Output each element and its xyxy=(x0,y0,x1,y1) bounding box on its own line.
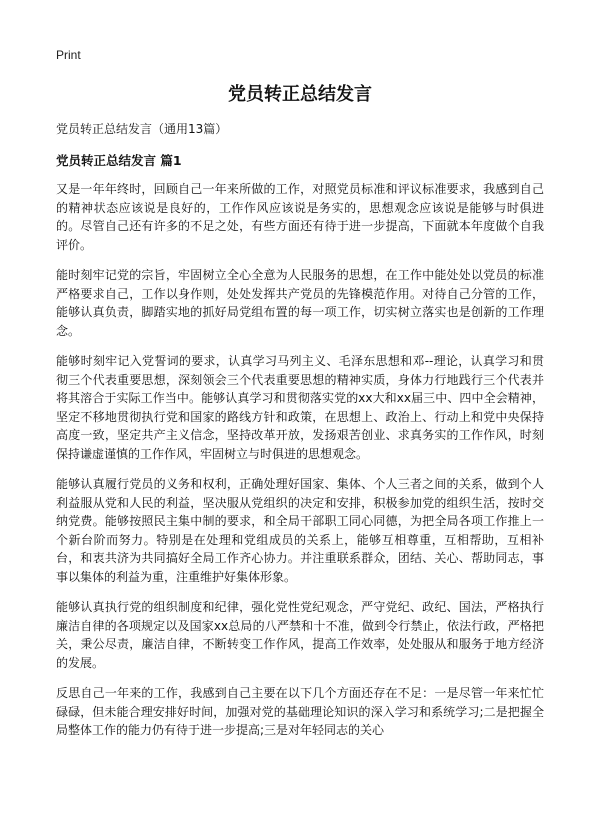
paragraph-6: 反思自己一年来的工作，我感到自己主要在以下几个方面还存在不足：一是尽管一年来忙忙碌碌，但未能合理安排好时间，加强对党的基础理论知识的深入学习和系统学习;二是把握全局整体工作的能力仍有待于进一步提高;三是对年轻同志的关心 xyxy=(56,686,544,737)
section-heading: 党员转正总结发言 篇1 xyxy=(56,153,182,168)
paragraph-5: 能够认真执行党的组织制度和纪律，强化党性党纪观念，严守党纪、政纪、国法，严格执行廉洁自律的各项规定以及国家xx总局的八严禁和十不准，做到令行禁止，依法行政，严格把关，秉公尽责，廉洁自律，不断转变工作作风，提高工作效率，处处服从和服务于地方经济的发展。 xyxy=(56,600,544,670)
document-title: 党员转正总结发言 xyxy=(228,84,372,105)
document-subtitle: 党员转正总结发言（通用13篇） xyxy=(56,122,228,136)
paragraph-3: 能够时刻牢记入党誓词的要求，认真学习马列主义、毛泽东思想和邓--理论，认真学习和贯彻三个代表重要思想，深刻领会三个代表重要思想的精神实质，身体力行地践行三个代表并将其溶合于实际工作当中。能够认真学习和贯彻落实党的xx大和xx届三中、四中全会精神，坚定不移地贯彻执行党和国家的路线方针和政策，在思想上、政治上、行动上和党中央保持高度一致，坚定共产主义信念，坚持改革开放，发扬艰苦创业、求真务实的工作作风，时刻保持谦虚谨慎的工作作风，牢固树立与时俱进的思想观念。 xyxy=(56,354,544,461)
paragraph-4: 能够认真履行党员的义务和权利，正确处理好国家、集体、个人三者之间的关系，做到个人利益服从党和人民的利益，坚决服从党组织的决定和安排，积极参加党的组织生活，按时交纳党费。能够按照民主集中制的要求，和全局干部职工同心同德，为把全局各项工作推上一个新台阶而努力。特别是在处理和党组成员的关系上，能够互相尊重，互相帮助，互相补台，和衷共济为共同搞好全局工作齐心协力。并注重联系群众，团结、关心、帮助同志，事事以集体的利益为重，注重维护好集体形象。 xyxy=(56,477,544,584)
paragraph-2: 能时刻牢记党的宗旨，牢固树立全心全意为人民服务的思想，在工作中能处处以党员的标准严格要求自己，工作以身作则，处处发挥共产党员的先锋模范作用。对待自己分管的工作，能够认真负责，脚踏实地的抓好局党组布置的每一项工作，切实树立落实也是创新的工作理念。 xyxy=(56,268,544,338)
print-link[interactable]: Print xyxy=(56,48,81,62)
paragraph-1: 又是一年年终时，回顾自己一年来所做的工作，对照党员标准和评议标准要求，我感到自己的精神状态应该说是良好的，工作作风应该说是务实的，思想观念应该说是能够与时俱进的。尽管自己还有许多的不足之处，有些方面还有待于进一步提高，下面就本年度做个自我评价。 xyxy=(56,182,544,252)
